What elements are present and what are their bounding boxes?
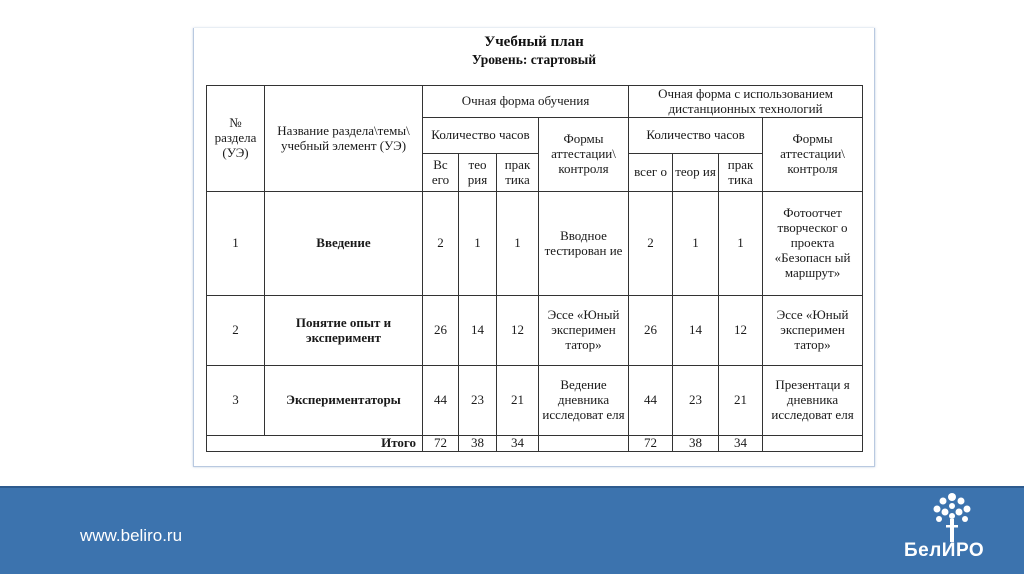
total-label: Итого	[207, 436, 423, 452]
total-practice-1: 34	[497, 436, 539, 452]
row-name: Экспериментаторы	[265, 366, 423, 436]
header-total-2: всег о	[629, 154, 673, 192]
row-hours-2: 2	[629, 192, 673, 296]
total-practice-2: 34	[719, 436, 763, 452]
row-form-1: Ведение дневника исследоват еля	[539, 366, 629, 436]
header-total-1: Вс его	[423, 154, 459, 192]
header-full-time: Очная форма обучения	[423, 86, 629, 118]
total-theory-2: 38	[673, 436, 719, 452]
total-hours-1: 72	[423, 436, 459, 452]
beliro-logo-text: БелИРО	[904, 540, 985, 561]
total-theory-1: 38	[459, 436, 497, 452]
header-attestation-2: Формы аттестации\ контроля	[763, 118, 863, 192]
row-practice-1: 21	[497, 366, 539, 436]
plan-title: Учебный план	[484, 34, 584, 50]
table-row	[207, 192, 863, 296]
total-row	[207, 436, 863, 452]
table-row	[207, 366, 863, 436]
table-row	[207, 296, 863, 366]
plan-level: Уровень: стартовый	[471, 52, 597, 67]
header-theory-1: тео рия	[459, 154, 497, 192]
row-hours-1: 2	[423, 192, 459, 296]
row-number: 1	[207, 192, 265, 296]
row-hours-1: 26	[423, 296, 459, 366]
curriculum-table	[206, 85, 863, 452]
row-form-2: Эссе «Юный эксперимен татор»	[763, 296, 863, 366]
header-attestation-1: Формы аттестации\ контроля	[539, 118, 629, 192]
row-form-2: Фотоотчет творческог о проекта «Безопасн ый маршрут»	[763, 192, 863, 296]
row-theory-2: 23	[673, 366, 719, 436]
row-hours-2: 26	[629, 296, 673, 366]
row-theory-2: 14	[673, 296, 719, 366]
row-number: 3	[207, 366, 265, 436]
row-form-2: Презентаци я дневника исследоват еля	[763, 366, 863, 436]
row-practice-2: 12	[719, 296, 763, 366]
header-practice-2: прак тика	[719, 154, 763, 192]
row-theory-1: 14	[459, 296, 497, 366]
total-hours-2: 72	[629, 436, 673, 452]
row-hours-2: 44	[629, 366, 673, 436]
row-form-1: Эссе «Юный эксперимен татор»	[539, 296, 629, 366]
row-name: Понятие опыт и эксперимент	[265, 296, 423, 366]
header-section-number: № раздела (УЭ)	[207, 86, 265, 192]
row-theory-1: 1	[459, 192, 497, 296]
total-form-2	[763, 436, 863, 452]
row-hours-1: 44	[423, 366, 459, 436]
row-practice-2: 21	[719, 366, 763, 436]
row-number: 2	[207, 296, 265, 366]
row-name: Введение	[265, 192, 423, 296]
website-link[interactable]: www.beliro.ru	[80, 526, 183, 545]
header-distance: Очная форма с использованием дистанционных технологий	[629, 86, 863, 118]
total-form-1	[539, 436, 629, 452]
header-hours-1: Количество часов	[423, 118, 539, 154]
row-theory-2: 1	[673, 192, 719, 296]
beliro-tree-icon	[928, 492, 976, 542]
document-page	[193, 28, 875, 467]
row-practice-2: 1	[719, 192, 763, 296]
row-practice-1: 1	[497, 192, 539, 296]
row-practice-1: 12	[497, 296, 539, 366]
header-hours-2: Количество часов	[629, 118, 763, 154]
row-form-1: Вводное тестирован ие	[539, 192, 629, 296]
header-theory-2: теор ия	[673, 154, 719, 192]
header-section-name: Название раздела\темы\ учебный элемент (УЭ)	[265, 86, 423, 192]
header-practice-1: прак тика	[497, 154, 539, 192]
row-theory-1: 23	[459, 366, 497, 436]
